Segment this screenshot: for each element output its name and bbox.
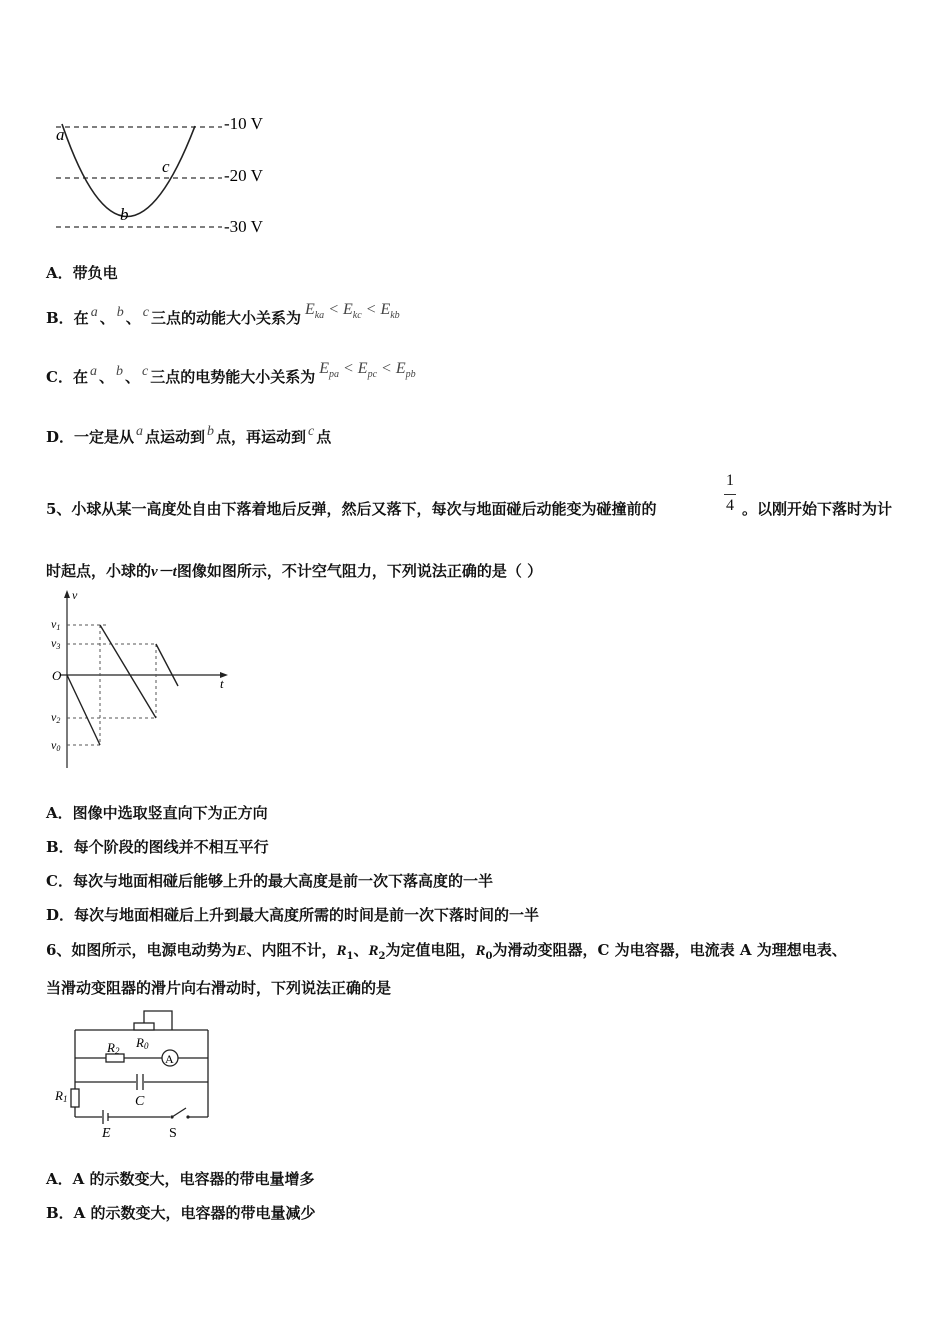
- q6-stem-line2: 当滑动变阻器的滑片向右滑动时，下列说法正确的是: [46, 979, 392, 997]
- q5-option-d: D．每次与地面相碰后上升到最大高度所需的时间是前一次下落时间的一半: [46, 906, 540, 924]
- vt-graph: [48, 588, 238, 770]
- q6-option-b: B．A 的示数变大，电容器的带电量减少: [46, 1204, 316, 1222]
- segment-3: [156, 644, 178, 686]
- q4-option-c: C．在 a 、 b 、 c 三点的电势能大小关系为 $E_{pa} < E_{pc} < E_{pb}$: [46, 360, 416, 386]
- origin-label: O: [52, 668, 62, 683]
- point-b: b: [120, 205, 129, 224]
- fraction-numerator: 1: [726, 472, 734, 489]
- q4-option-a: A．带负电: [46, 264, 118, 282]
- segment-1: [67, 675, 100, 745]
- v0-label: v0: [51, 738, 61, 753]
- q5-stem-line1: 5、小球从某一高度处自由下落着地后反弹，然后又落下，每次与地面碰后动能变为碰撞前的: [46, 500, 657, 518]
- resistor-r1: [71, 1089, 79, 1107]
- label-10v: -10 V: [224, 114, 263, 133]
- label-30v: -30 V: [224, 217, 263, 236]
- segment-2: [100, 625, 156, 718]
- label-20v: -20 V: [224, 166, 263, 185]
- equipotential-figure: [50, 108, 290, 243]
- q5-option-c: C．每次与地面相碰后能够上升的最大高度是前一次下落高度的一半: [46, 872, 493, 890]
- q5-option-a: A．图像中选取竖直向下为正方向: [46, 804, 268, 822]
- v1-label: v1: [51, 617, 61, 632]
- label-emf: E: [102, 1126, 111, 1140]
- q5-stem-line2: 时起点，小球的v－t图像如图所示，不计空气阻力，下列说法正确的是（ ）: [46, 562, 543, 580]
- circuit-diagram: [52, 1005, 217, 1140]
- label-r1: R1: [55, 1088, 68, 1104]
- label-r2: R2: [107, 1040, 120, 1056]
- q4-option-b: B．在 a 、 b 、 c 三点的动能大小关系为 $E_{ka} < E_{kc} < E_{kb}$: [46, 301, 400, 327]
- v2-label: v2: [51, 710, 61, 725]
- v3-label: v3: [51, 636, 61, 651]
- fraction-denominator: 4: [726, 497, 734, 514]
- potential-energy-formula: $E_{pa} < E_{pc} < E_{pb}$: [319, 360, 416, 381]
- point-a: a: [56, 125, 65, 144]
- point-c: c: [162, 157, 170, 176]
- v-axis-arrow: [64, 590, 70, 598]
- v-axis-label: v: [72, 588, 78, 602]
- q4-option-d: D．一定是从 a 点运动到 b 点，再运动到 c 点: [46, 424, 332, 446]
- q5-option-b: B．每个阶段的图线并不相互平行: [46, 838, 269, 856]
- trajectory-curve: [62, 124, 195, 217]
- q5-stem-line1-end: 。以刚开始下落时为计: [742, 500, 893, 518]
- switch-arm: [172, 1108, 186, 1117]
- q6-stem-line1: 6、如图所示，电源电动势为E、内阻不计，$R_1$、$R_2$为定值电阻，$R_0$为滑动变阻器，C 为电容器，电流表 A 为理想电表、: [46, 941, 847, 962]
- q6-option-a: A．A 的示数变大，电容器的带电量增多: [46, 1170, 315, 1188]
- label-r0: R0: [136, 1035, 149, 1051]
- fraction-bar: [724, 494, 736, 495]
- label-switch: S: [169, 1126, 177, 1140]
- t-axis-label: t: [220, 676, 224, 691]
- kinetic-energy-formula: $E_{ka} < E_{kc} < E_{kb}$: [304, 301, 400, 322]
- resistor-r0: [134, 1023, 154, 1030]
- label-capacitor: C: [135, 1094, 145, 1109]
- label-ammeter: A: [165, 1052, 174, 1066]
